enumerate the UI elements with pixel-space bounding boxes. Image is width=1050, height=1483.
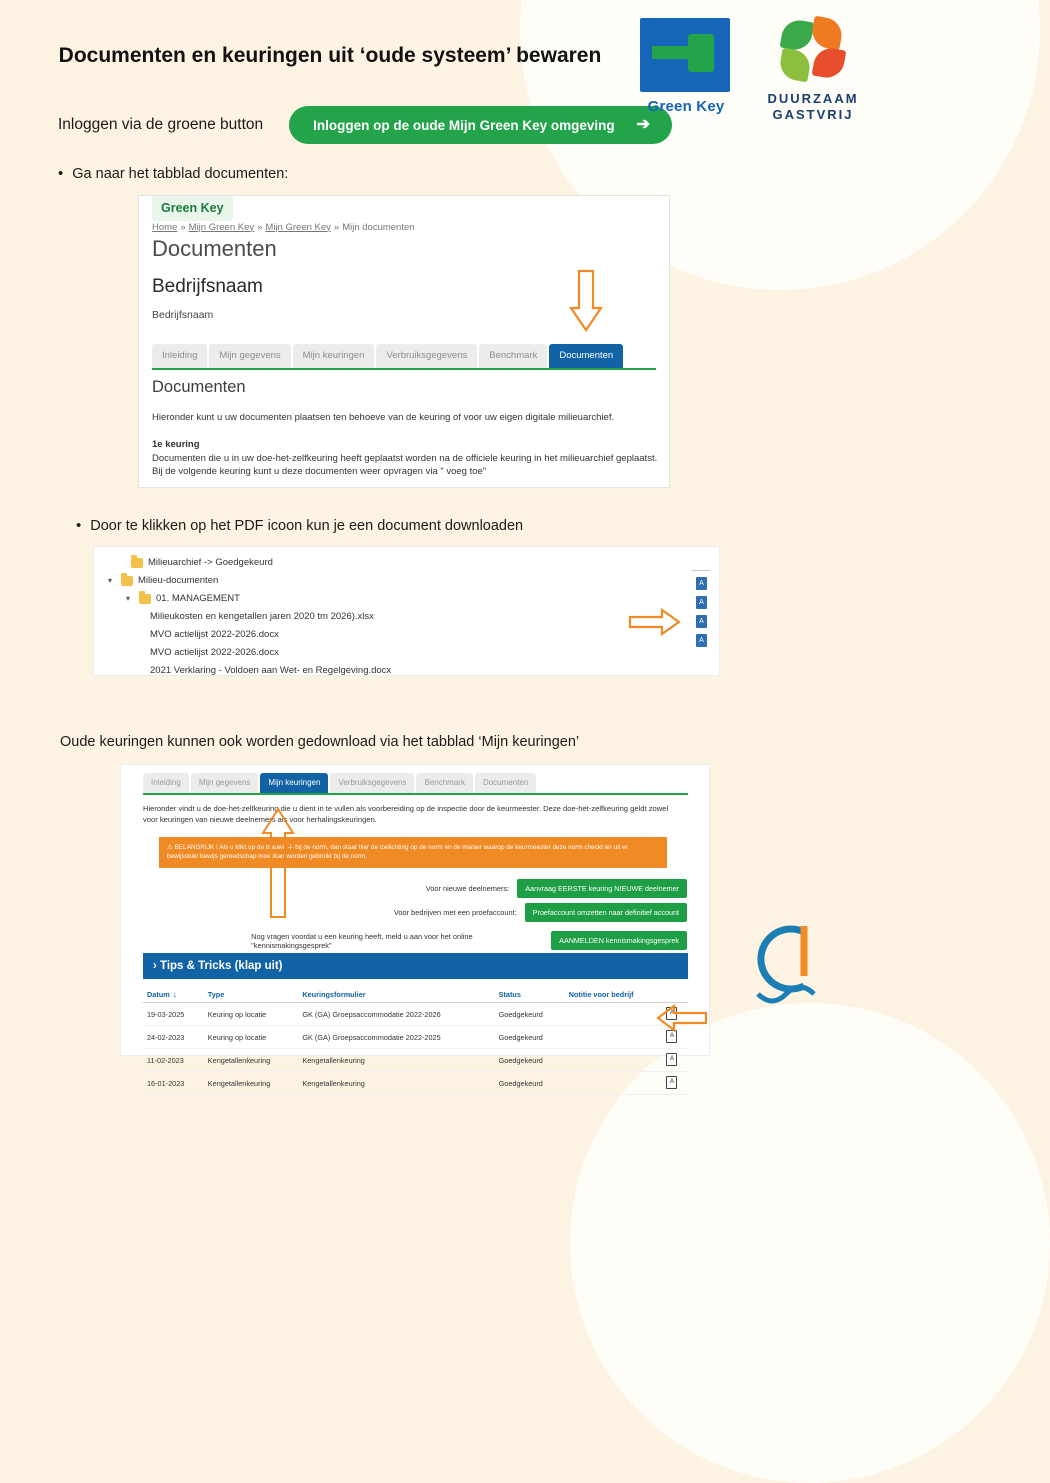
green-key-logo	[640, 18, 732, 115]
screenshot3-intro: Hieronder vindt u de doe-het-zelfkeuring die u dient in te vullen als voorbereiding op de inspectie door de keurmeester. Deze doe-het-zelfkeuring geldt zowel voor keuringen van nieuwe deelnemers als voor herhalingskeuringen.	[143, 804, 669, 825]
cell-datum: 16-01-2023	[143, 1072, 204, 1095]
cell-status: Goedgekeurd	[495, 1003, 565, 1026]
step-1	[58, 166, 900, 183]
table-row[interactable]	[143, 1026, 688, 1049]
green-key-logo-label: Green Key	[647, 98, 725, 115]
step-3-label: Oude keuringen kunnen ook worden gedownload via het tabblad ‘Mijn keuringen’	[60, 734, 580, 750]
cell-type: Kengetallenkeuring	[204, 1072, 299, 1095]
aanmelden-kennismakingsgesprek-button[interactable]: AANMELDEN kennismakingsgesprek	[551, 931, 687, 950]
cell-keuringsformulier: GK (GA) Groepsaccommodatie 2022-2026	[298, 1003, 494, 1026]
step-2-label: Door te klikken op het PDF icoon kun je een document downloaden	[90, 517, 524, 534]
tree-row[interactable]	[108, 575, 218, 586]
screenshot1-paragraph-2: Documenten die u in uw doe-het-zelfkeuring heeft geplaatst worden na de officiele keuring in het milieuarchief geplaatst. Bij de volgende keuring kunt u deze documenten weer opvragen via " voeg toe"	[152, 452, 658, 478]
cell-datum: 24-02-2023	[143, 1026, 204, 1049]
arrow-down-icon	[569, 270, 603, 332]
screenshot1-tab-bar	[152, 344, 656, 370]
duurzaam-gastvrij-logo	[762, 18, 864, 122]
column-header-type[interactable]: Type	[204, 987, 299, 1003]
page-title: Documenten en keuringen uit ‘oude systeem’ bewaren	[58, 44, 602, 67]
cell-notitie	[565, 1026, 663, 1049]
pdf-download-icon[interactable]	[696, 596, 707, 609]
breadcrumb-item-home[interactable]: Home	[152, 221, 178, 233]
cell-type: Keuring op locatie	[204, 1003, 299, 1026]
folder-icon	[131, 558, 143, 568]
folder-icon	[139, 594, 151, 604]
cell-status: Goedgekeurd	[495, 1049, 565, 1072]
arrow-right-icon: ➔	[636, 116, 651, 133]
list-item[interactable]	[150, 611, 374, 622]
cell-type: Kengetallenkeuring	[204, 1049, 299, 1072]
cell-notitie	[565, 1072, 663, 1095]
screenshot1-paragraph-1: Hieronder kunt u uw documenten plaatsen ten behoeve van de keuring of voor uw eigen digitale milieuarchief.	[152, 411, 615, 423]
file-label: Milieukosten en kengetallen jaren 2020 tm 2026).xlsx	[150, 611, 374, 622]
breadcrumb: Home » Mijn Green Key » Mijn Green Key » Mijn documenten	[152, 221, 415, 233]
chevron-down-icon[interactable]: ▾	[126, 594, 131, 603]
tree-row-label: 01. MANAGEMENT	[156, 593, 240, 604]
arrow-up-icon	[261, 807, 295, 919]
table-row[interactable]	[143, 1072, 688, 1095]
bullet-icon: •	[76, 516, 82, 534]
breadcrumb-item-current: Mijn documenten	[342, 221, 415, 233]
chevron-down-icon[interactable]: ▾	[108, 576, 113, 585]
screenshot1-section-heading: Documenten	[152, 377, 246, 396]
breadcrumb-item-mijn-green-key-1[interactable]: Mijn Green Key	[188, 221, 255, 233]
cell-notitie	[565, 1003, 663, 1026]
screenshot1-brand-tag: Green Key	[152, 196, 233, 221]
step-2	[76, 518, 900, 535]
folder-icon	[121, 576, 133, 586]
login-label: Inloggen via de groene button	[58, 116, 264, 133]
cta-row-proefaccount	[394, 903, 687, 922]
pdf-download-icon[interactable]	[696, 615, 707, 628]
tab-documenten[interactable]: Documenten	[475, 773, 536, 793]
tab-inleiding[interactable]: Inleiding	[152, 344, 207, 368]
pdf-download-icon[interactable]	[696, 634, 707, 647]
column-header-download	[662, 987, 688, 1003]
column-header-status[interactable]: Status	[495, 987, 565, 1003]
tab-mijn-gegevens[interactable]: Mijn gegevens	[191, 773, 259, 793]
cell-status: Goedgekeurd	[495, 1026, 565, 1049]
table-row[interactable]	[143, 1049, 688, 1072]
cell-download[interactable]	[662, 1049, 688, 1072]
screenshot3-tab-bar	[143, 773, 688, 795]
warning-banner: ⚠ BELANGRIJK ! Als u klikt op de blauwe -i- bij de norm, dan staat hier de toelichting op de norm en de manier waarop de keurmeester deze norm checkt en uit er bewijsstuk/ bewijs gereedschap moet/kan worden gebruikt bij de norm.	[159, 837, 667, 868]
list-item[interactable]	[150, 647, 279, 658]
screenshot1-heading: Documenten	[152, 235, 277, 261]
file-label: MVO actielijst 2022-2026.docx	[150, 629, 279, 640]
cell-keuringsformulier: Kengetallenkeuring	[298, 1049, 494, 1072]
screenshot-documenten-tree	[93, 546, 720, 676]
pdf-icon[interactable]	[666, 1076, 677, 1089]
step-1-label: Ga naar het tabblad documenten:	[72, 166, 289, 182]
gastvrij-label: GASTVRIJ	[772, 107, 854, 122]
logo-group	[640, 18, 864, 122]
cell-keuringsformulier: Kengetallenkeuring	[298, 1072, 494, 1095]
arrow-right-icon	[629, 609, 681, 635]
keuringen-table	[143, 987, 688, 1095]
tab-verbruiksgegevens[interactable]: Verbruiksgegevens	[330, 773, 414, 793]
tab-mijn-keuringen[interactable]: Mijn keuringen	[293, 344, 375, 368]
pdf-download-icon[interactable]	[696, 577, 707, 590]
tab-mijn-keuringen[interactable]: Mijn keuringen	[260, 773, 328, 793]
screenshot1-company-heading: Bedrijfsnaam	[152, 275, 263, 297]
cta-row-nieuwe-deelnemers	[426, 879, 687, 898]
column-header-datum[interactable]: Datum ↓	[143, 987, 204, 1003]
tree-row-label: Milieu-documenten	[138, 575, 219, 586]
pdf-download-column	[696, 577, 707, 647]
table-row[interactable]	[143, 1003, 688, 1026]
cell-datum: 11-02-2023	[143, 1049, 204, 1072]
login-button[interactable]	[289, 106, 672, 144]
arrow-left-icon	[657, 1005, 707, 1031]
proefaccount-omzetten-button[interactable]: Proefaccount omzetten naar definitief account	[525, 903, 687, 922]
pdf-icon[interactable]	[666, 1053, 677, 1066]
cell-notitie	[565, 1049, 663, 1072]
cta-row-label: Voor nieuwe deelnemers:	[425, 884, 510, 893]
cell-datum: 19-03-2025	[143, 1003, 204, 1026]
cta-row-label: Nog vragen voordat u een keuring heeft, meld u aan voor het online "kennismakingsgesprek"	[251, 931, 473, 950]
cell-status: Goedgekeurd	[495, 1072, 565, 1095]
screenshot1-company-sub: Bedrijfsnaam	[152, 308, 214, 321]
cell-type: Keuring op locatie	[204, 1026, 299, 1049]
bullet-icon: •	[58, 165, 64, 182]
green-key-mark-icon	[640, 18, 730, 92]
cta-row-label: Voor bedrijven met een proefaccount:	[393, 908, 517, 917]
pdf-icon[interactable]	[666, 1030, 677, 1043]
tree-row[interactable]	[126, 593, 240, 604]
tab-benchmark[interactable]: Benchmark	[416, 773, 472, 793]
list-item[interactable]	[150, 665, 391, 676]
tab-verbruiksgegevens[interactable]: Verbruiksgegevens	[376, 344, 477, 368]
column-header-notitie[interactable]: Notitie voor bedrijf	[565, 987, 663, 1003]
flower-icon	[778, 18, 848, 86]
breadcrumb-item-mijn-green-key-2[interactable]: Mijn Green Key	[265, 221, 331, 233]
bottom-decorative-logo-icon	[734, 914, 844, 1014]
tree-row-label: Milieuarchief -> Goedgekeurd	[148, 557, 273, 568]
sort-descending-icon[interactable]: ↓	[172, 990, 177, 999]
file-label: MVO actielijst 2022-2026.docx	[150, 647, 279, 658]
column-header-keuringsformulier[interactable]: Keuringsformulier	[298, 987, 494, 1003]
tab-mijn-gegevens[interactable]: Mijn gegevens	[209, 344, 290, 368]
tree-row[interactable]	[118, 557, 273, 568]
cta-row-kennismakingsgesprek	[251, 931, 687, 950]
list-item[interactable]	[150, 629, 279, 640]
tab-inleiding[interactable]: Inleiding	[143, 773, 189, 793]
duurzaam-label: DUURZAAM	[767, 91, 859, 106]
divider	[692, 570, 710, 571]
tab-benchmark[interactable]: Benchmark	[479, 344, 547, 368]
screenshot-documenten-tab	[138, 195, 670, 488]
aanvraag-eerste-keuring-button[interactable]: Aanvraag EERSTE keuring NIEUWE deelnemer	[517, 879, 687, 898]
table-header-row	[143, 987, 688, 1003]
login-button-label: Inloggen op de oude Mijn Green Key omgeving	[313, 117, 615, 133]
cell-keuringsformulier: GK (GA) Groepsaccommodatie 2022-2025	[298, 1026, 494, 1049]
tips-and-tricks-accordion[interactable]: › Tips & Tricks (klap uit)	[143, 953, 688, 979]
screenshot1-subheading: 1e keuring	[152, 438, 200, 450]
cell-download[interactable]	[662, 1072, 688, 1095]
tab-documenten[interactable]: Documenten	[549, 344, 623, 368]
screenshot-mijn-keuringen-tab	[120, 764, 710, 1088]
file-label: 2021 Verklaring - Voldoen aan Wet- en Regelgeving.docx	[150, 665, 392, 676]
